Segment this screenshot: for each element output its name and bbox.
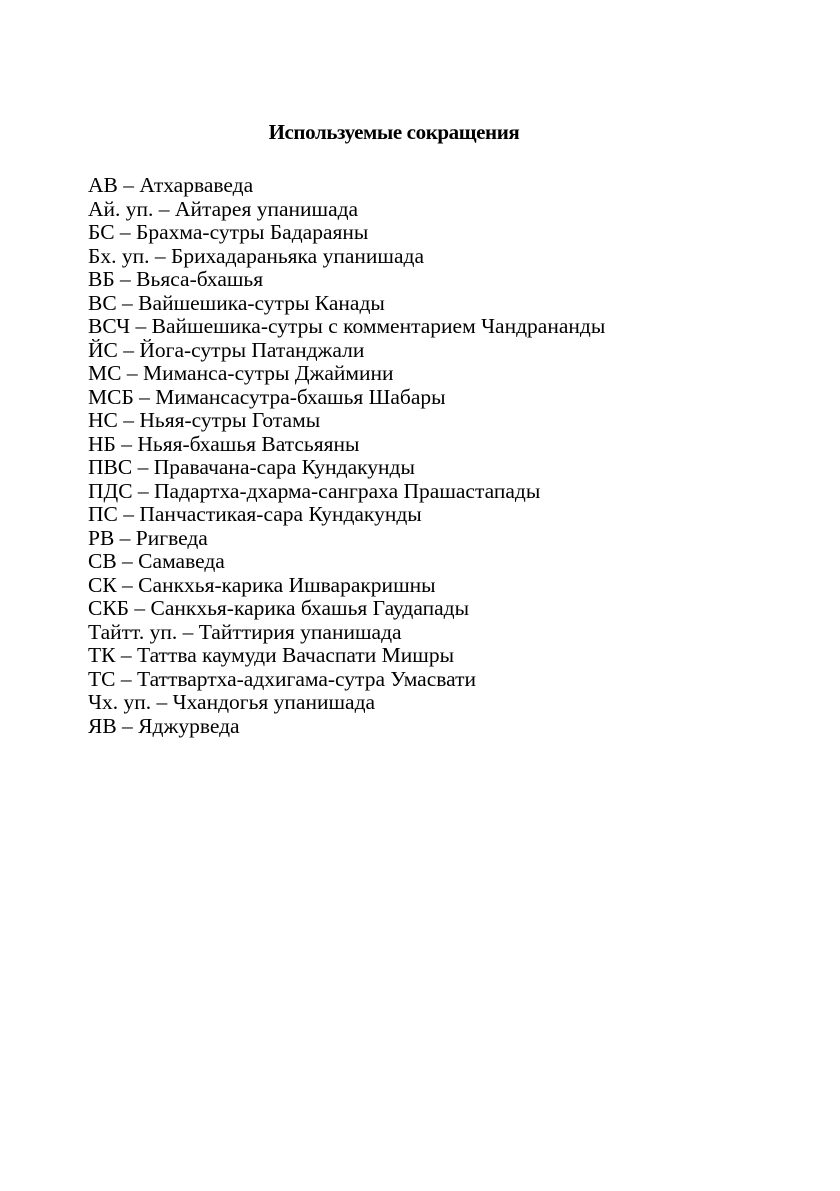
list-item: ВСЧ – Вайшешика-сутры с комментарием Чандрананды (88, 314, 606, 338)
list-item: СВ – Самаведа (88, 549, 225, 573)
list-item: ПВС – Правачана-сара Кундакунды (88, 455, 415, 479)
list-item: Тайтт. уп. – Тайттирия упанишада (88, 619, 402, 644)
list-item: СКБ – Санкхья-карика бхашья Гаудапады (88, 596, 470, 620)
list-item: ТС – Таттвартха-адхигама-сутра Умасвати (88, 666, 477, 691)
list-item: ПДС – Падартха-дхарма-санграха Прашастапады (88, 478, 541, 503)
list-item: НБ – Ньяя-бхашья Ватсьяяны (88, 431, 360, 456)
list-item: МСБ – Мимансасутра-бхашья Шабары (88, 384, 446, 409)
list-item: СК – Санкхья-карика Ишваракришны (88, 572, 436, 597)
list-item: НС – Ньяя-сутры Готамы (88, 408, 321, 432)
list-item: МС – Миманса-сутры Джаймини (88, 361, 394, 385)
list-item: ТК – Таттва каумуди Вачаспати Мишры (88, 643, 455, 667)
page-title: Используемые сокращения (268, 120, 520, 144)
list-item: ВС – Вайшешика-сутры Канады (88, 290, 385, 315)
list-item: Ай. уп. – Айтарея упанишада (88, 196, 359, 221)
list-item: РВ – Ригведа (88, 525, 208, 550)
list-item: ЙС – Йога-сутры Патанджали (88, 337, 365, 362)
list-item: Бх. уп. – Брихадараньяка упанишада (88, 243, 424, 268)
list-item: БС – Брахма-сутры Бадараяны (88, 220, 369, 244)
list-item: АВ – Атхарваведа (88, 173, 254, 197)
list-item: ПС – Панчастикая-сара Кундакунды (88, 502, 422, 526)
list-item: Чх. уп. – Чхандогья упанишада (88, 690, 376, 714)
abbreviation-list (88, 174, 788, 738)
list-item: ЯВ – Яджурведа (88, 713, 240, 738)
list-item: ВБ – Вьяса-бхашья (88, 267, 264, 291)
